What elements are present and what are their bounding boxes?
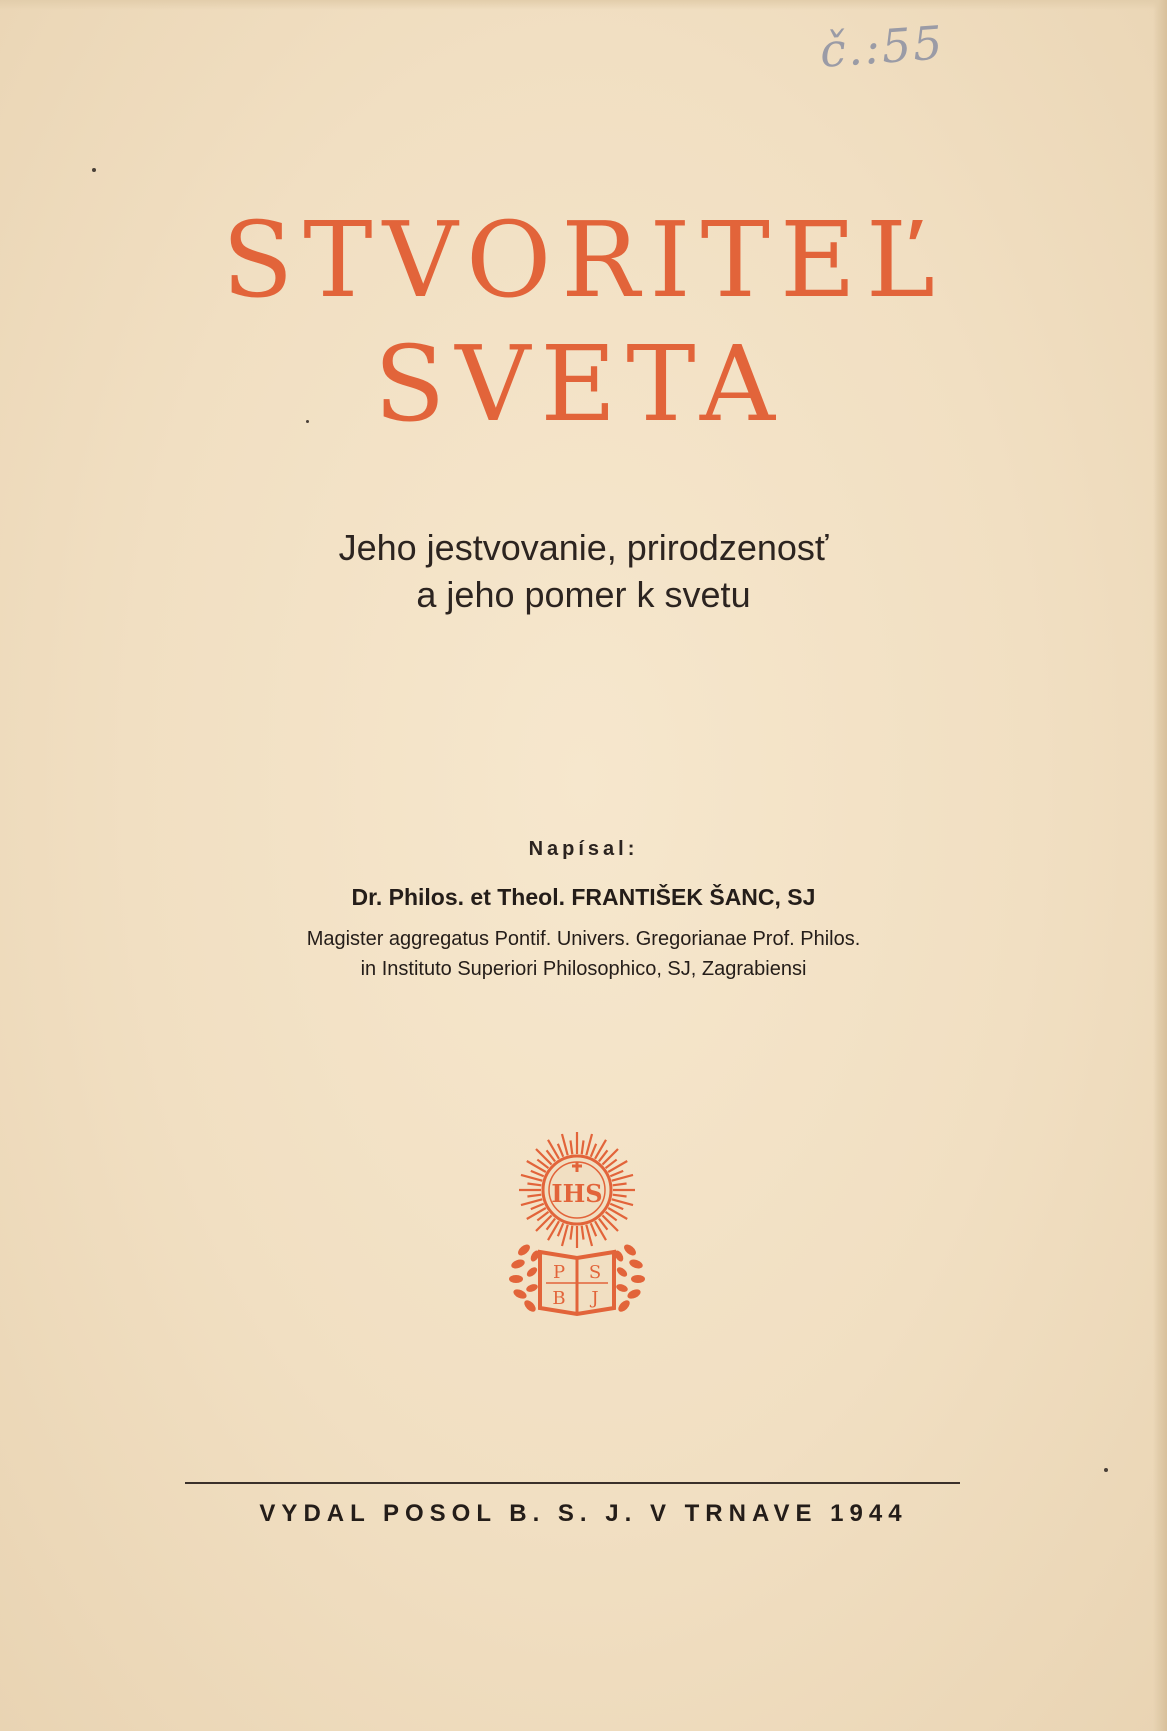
paper-edge-top — [0, 0, 1167, 10]
sunburst-ray — [527, 1195, 541, 1197]
open-book-icon — [540, 1252, 614, 1314]
sunburst-ray — [610, 1204, 623, 1209]
sunburst-ray — [558, 1144, 563, 1157]
sunburst-ray — [558, 1223, 563, 1236]
sunburst-ray — [562, 1134, 568, 1155]
sunburst-ray — [536, 1149, 552, 1165]
paper-speck — [1104, 1468, 1108, 1472]
sunburst-ray — [586, 1225, 592, 1246]
title-line-1: STVORITEĽ — [222, 199, 945, 321]
publisher-line: VYDAL POSOL B. S. J. V TRNAVE 1944 — [259, 1500, 908, 1527]
author-label: Napísal: — [528, 838, 639, 860]
book-letter-j: J — [591, 1288, 599, 1309]
sunburst-ray — [536, 1215, 552, 1231]
subtitle-line-2: a jeho pomer k svetu — [416, 574, 751, 615]
sunburst-ray — [531, 1204, 544, 1209]
handwritten-note: č.:55 — [818, 15, 946, 78]
paper-speck — [306, 420, 309, 423]
laurel-left-icon — [509, 1242, 541, 1313]
author-title-line-1: Magister aggregatus Pontif. Univers. Gregorianae Prof. Philos. — [306, 928, 861, 950]
sunburst-ray — [582, 1140, 584, 1154]
book-letter-s: S — [588, 1262, 602, 1283]
sunburst-ray — [582, 1226, 584, 1240]
sunburst-ray — [602, 1215, 618, 1231]
book-letter-p: P — [552, 1262, 566, 1283]
sunburst-ray — [531, 1171, 544, 1176]
sunburst-ray — [613, 1195, 627, 1197]
title-line-2: SVETA — [373, 323, 786, 445]
sunburst-ray — [562, 1225, 568, 1246]
sunburst-ray — [610, 1171, 623, 1176]
author-name: Dr. Philos. et Theol. FRANTIŠEK ŠANC, SJ — [351, 884, 816, 910]
subtitle-line-1: Jeho jestvovanie, prirodzenosť — [338, 527, 829, 568]
sunburst-ray — [591, 1144, 596, 1157]
sunburst-ray — [602, 1149, 618, 1165]
emblem-monogram: IHS — [551, 1179, 603, 1208]
publisher-divider — [185, 1482, 960, 1484]
paper-speck — [92, 168, 96, 172]
sunburst-ray — [586, 1134, 592, 1155]
ihs-sunburst-book-emblem — [502, 1130, 652, 1322]
sunburst-ray — [612, 1175, 633, 1181]
book-letter-b: B — [552, 1288, 566, 1309]
author-title-line-2: in Instituto Superiori Philosophico, SJ, Zagrabiensi — [360, 958, 807, 980]
sunburst-ray — [613, 1183, 627, 1185]
sunburst-ray — [570, 1226, 572, 1240]
sunburst-ray — [591, 1223, 596, 1236]
sunburst-ray — [521, 1175, 542, 1181]
sunburst-ray — [570, 1140, 572, 1154]
sunburst-ray — [612, 1199, 633, 1205]
sunburst-ray — [521, 1199, 542, 1205]
sunburst-ray — [527, 1183, 541, 1185]
laurel-right-icon — [613, 1242, 645, 1313]
